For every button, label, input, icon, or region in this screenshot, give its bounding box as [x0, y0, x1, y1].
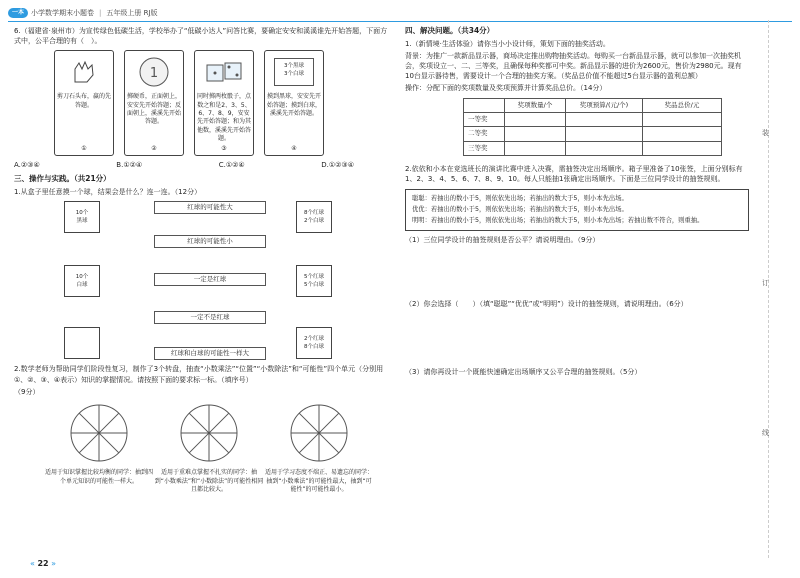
spinner-row [44, 403, 374, 495]
table-input-cell[interactable] [643, 127, 722, 141]
method-card-text: 掷硬币，正面朝上，安安先开始答题；反面朝上，溪溪先开始答题。 [127, 93, 182, 126]
box-right-2 [296, 265, 332, 297]
logo: 一本 [8, 8, 28, 19]
statement-1[interactable]: 红球的可能性大 [154, 201, 266, 214]
section-4-title: 四、解决问题。（共34分） [405, 26, 495, 35]
binding-char: 装 [762, 129, 769, 137]
rule-mingming: 明明：若抽出的数小于5，则依依先出场；若抽出的数大于5，则小本先出场；若抽出数不符合，则重抽。 [412, 217, 704, 225]
method-card-1 [54, 50, 114, 156]
box-left-2 [64, 265, 100, 297]
coin-icon [127, 53, 181, 91]
question-3-1: 1.从盒子里任意摸一个球，结果会是什么？连一连。（12分） [14, 188, 202, 197]
header-title: 小学数学期末小题卷 [31, 8, 95, 17]
method-card-label: ③ [221, 144, 227, 152]
method-card-text: 摸到黑球，安安先开始答题；摸到白球，溪溪先开始答题。 [267, 93, 322, 118]
table-input-cell[interactable] [643, 141, 722, 155]
method-card-2 [124, 50, 184, 156]
spinner-circle[interactable] [69, 403, 129, 463]
box-text: 白球 [76, 282, 88, 289]
table-input-cell[interactable] [566, 113, 643, 127]
table-header: 奖品总价/元 [643, 98, 722, 112]
header-separator: | [99, 8, 102, 17]
table-row [464, 127, 722, 141]
header [8, 6, 158, 20]
table-row-label: 一等奖 [464, 113, 505, 127]
spinner-circle[interactable] [179, 403, 239, 463]
table-input-cell[interactable] [505, 141, 566, 155]
question-4-1-background: 背景：为推广一款新品显示器，商场决定推出购物抽奖活动。每购买一台新品显示器，就可以参加一次抽奖机会，奖项设立一、二、三等奖，且确保每种奖都可中奖。新品显示器的进价为2600元，售价为2980元。现有10台显示器待售，需要设计一个合理的抽奖方案。（奖品总价值不能超过5台显示器的盈利总额） [405, 52, 742, 81]
statement-3[interactable]: 一定是红球 [154, 273, 266, 286]
page-number-text: 22 [37, 559, 49, 569]
statement-4[interactable]: 一定不是红球 [154, 311, 266, 324]
question-4-1-operation: 操作：分配下面的奖项数量及奖项预算并计算奖品总价。（14分） [405, 84, 607, 93]
binding-char: 订 [762, 279, 769, 287]
rule-youyou: 优优：若抽出的数小于5，则依依先出场；若抽出的数大于5，则小本先出场。 [412, 205, 628, 213]
ball-box-line-1: 3个黑球 [284, 63, 304, 70]
section-3-title: 三、操作与实践。（共21分） [14, 174, 111, 184]
option-a[interactable]: A.②③④ [14, 161, 40, 170]
table-input-cell[interactable] [505, 113, 566, 127]
table-header: 奖项数量/个 [505, 98, 566, 112]
draw-rules-box [405, 189, 749, 231]
method-card-4 [264, 50, 324, 156]
answer-space-1[interactable] [405, 247, 750, 299]
box-text: 2个红球 [304, 336, 324, 343]
rule-congcong: 聪聪：若抽出的数小于5，则依依先出场；若抽出的数大于5，则小本先出场。 [412, 194, 628, 202]
answer-space-2[interactable] [405, 311, 750, 367]
table-input-cell[interactable] [566, 141, 643, 155]
box-right-1 [296, 201, 332, 233]
question-4-1-title: 1.（新情境·生活体验）请你当小小设计师，策划下面的抽奖活动。 [405, 39, 610, 48]
table-row [464, 141, 722, 155]
option-c[interactable]: C.①②④ [218, 161, 245, 170]
ball-box [267, 53, 321, 91]
method-card-text: 剪刀石头布，赢的先答题。 [57, 93, 112, 109]
table-input-cell[interactable] [643, 113, 722, 127]
matching-area [14, 199, 392, 364]
spinner-caption: 适用于重难点掌握不扎实的同学：抽到“小数乘法”和“小数除法”的可能性相同且都比较大。 [154, 468, 264, 494]
option-d[interactable]: D.①②③④ [321, 161, 354, 170]
question-4-2: 2.依依和小本在竞选班长的演讲比赛中进入决赛，需抽签决定出场顺序。箱子里准备了10张签，上面分别标有1、2、3、4、5、6、7、8、9、10。每人只能抽1张确定出场顺序。下面是三位同学设计的抽签规则。 [405, 165, 743, 184]
spinner-3 [264, 403, 374, 495]
box-text: 10个 [75, 274, 89, 281]
method-card-3 [194, 50, 254, 156]
box-text: 5个红球 [304, 274, 324, 281]
box-left-3-empty [64, 327, 100, 359]
box-text: 8个白球 [304, 344, 324, 351]
box-right-3 [296, 327, 332, 359]
binding-char: 线 [762, 429, 769, 437]
table-header-row [464, 98, 722, 112]
box-text: 10个 [75, 210, 89, 217]
question-6: 6.（福建省·泉州市）为宣传绿色低碳生活，学校举办了“低碳小达人”问答比赛，要确定安安和溪溪谁先开始答题，下面方式中，公平合理的有（ ）。 [14, 27, 388, 46]
svg-text:1: 1 [149, 66, 159, 82]
box-text: 黑球 [76, 218, 88, 225]
method-card-label: ② [151, 144, 157, 152]
box-text: 2个白球 [304, 218, 324, 225]
box-text: 5个白球 [304, 282, 324, 289]
prize-table [463, 98, 722, 157]
ball-box-line-2: 3个白球 [284, 71, 304, 78]
table-input-cell[interactable] [505, 127, 566, 141]
dice-icon [197, 53, 251, 91]
spinner-caption: 适用于学习态度不端正、易遗忘的同学：抽到“小数乘法”的可能性最大，抽到“可能性”的可能性最小。 [264, 468, 373, 494]
method-card-label: ① [81, 144, 87, 152]
table-header: 奖项预算/(元/个) [566, 98, 643, 112]
table-header [464, 98, 505, 112]
table-row-label: 二等奖 [464, 127, 505, 141]
header-grade: 五年级上册 RJ版 [106, 8, 158, 17]
question-4-2-sub2: （2）你会选择（ ）（填“聪聪”“优优”或“明明”）设计的抽签规则，请说明理由。（6分） [405, 299, 688, 308]
question-3-2: 2.数学老师为帮助同学们阶段性复习，制作了3个转盘，抽查“小数乘法”“位置”“小数除法”和“可能性”四个单元（分别用①、②、③、④表示）知识的掌握情况。请按照下面的要求标一标。（填序号） [14, 365, 384, 384]
spinner-1 [44, 403, 154, 495]
spinner-2 [154, 403, 264, 495]
method-cards [54, 50, 392, 156]
statement-5[interactable]: 红球和白球的可能性一样大 [154, 347, 266, 360]
left-column [14, 26, 392, 495]
method-card-label: ④ [291, 144, 297, 152]
right-column [405, 26, 750, 379]
box-left-1 [64, 201, 100, 233]
page-number: « 22 » [30, 559, 57, 569]
hand-gesture-icon [57, 53, 111, 91]
answer-options [14, 160, 354, 170]
box-text: 8个红球 [304, 210, 324, 217]
binding-line [768, 20, 769, 558]
method-card-text: 同时掷两枚骰子，点数之和是2、3、5、6、7、8、9，安安先开始答题；和为其他数，溪溪先开始答题。 [197, 93, 252, 143]
table-row-label: 三等奖 [464, 141, 505, 155]
question-4-2-sub3: （3）请你再设计一个既能快速确定出场顺序又公平合理的抽签规则。（5分） [405, 367, 642, 376]
question-3-2-score: （9分） [14, 387, 40, 396]
table-input-cell[interactable] [566, 127, 643, 141]
header-rule [8, 21, 792, 22]
option-b[interactable]: B.①②④ [116, 161, 143, 170]
question-4-2-sub1: （1）三位同学设计的抽签规则是否公平？请说明理由。（9分） [405, 235, 600, 244]
spinner-circle[interactable] [289, 403, 349, 463]
spinner-caption: 适用于知识掌握比较均衡的同学：抽到四个单元知识的可能性一样大。 [44, 468, 153, 485]
statement-2[interactable]: 红球的可能性小 [154, 235, 266, 248]
table-row [464, 113, 722, 127]
